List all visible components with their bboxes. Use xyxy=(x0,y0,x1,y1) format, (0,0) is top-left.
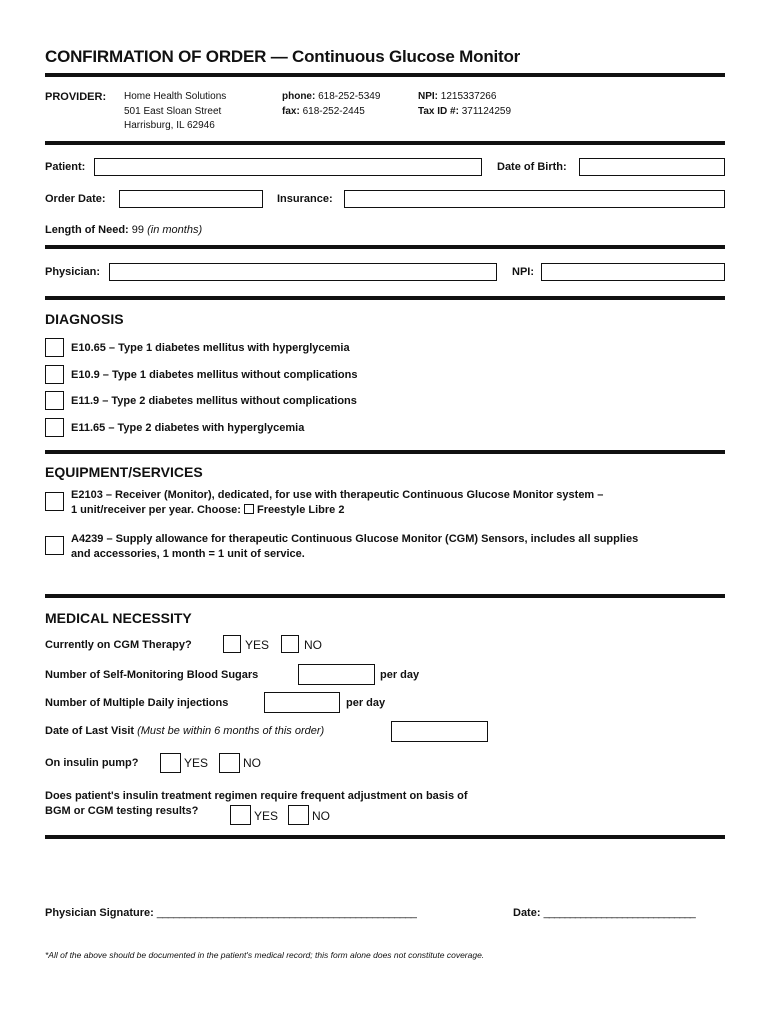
last-visit-field[interactable] xyxy=(391,721,488,742)
taxid-label: Tax ID #: xyxy=(418,105,459,117)
length-unit: (in months) xyxy=(147,224,203,236)
provider-npi-value: 1215337266 xyxy=(440,91,497,102)
cgm-no-checkbox[interactable] xyxy=(281,635,299,653)
pump-no-checkbox[interactable] xyxy=(219,753,240,773)
smbg-label: Number of Self-Monitoring Blood Sugars xyxy=(45,669,259,681)
dob-label: Date of Birth: xyxy=(497,161,567,173)
cgm-question: Currently on CGM Therapy? xyxy=(45,639,192,651)
provider-contact xyxy=(282,90,380,119)
physician-npi-label: NPI: xyxy=(512,266,534,278)
cgm-no-label: NO xyxy=(304,638,322,652)
physician-label: Physician: xyxy=(45,266,101,278)
divider xyxy=(45,450,725,454)
mdi-per-day: per day xyxy=(346,697,386,709)
mdi-label: Number of Multiple Daily injections xyxy=(45,697,229,709)
taxid-value: 371124259 xyxy=(461,105,512,117)
divider xyxy=(45,245,725,249)
page-title: CONFIRMATION OF ORDER — Continuous Glucose Monitor xyxy=(45,47,521,66)
regimen-question-line1: Does patient's insulin treatment regimen require frequent adjustment on basis of xyxy=(45,790,468,802)
insurance-field[interactable] xyxy=(344,190,725,208)
pump-yes-label: YES xyxy=(184,756,209,770)
cgm-yes-checkbox[interactable] xyxy=(223,635,241,653)
divider xyxy=(45,835,725,839)
patient-field[interactable] xyxy=(94,158,482,176)
signature-date-line[interactable]: _____________________________ xyxy=(543,907,695,919)
diagnosis-checkbox-e119[interactable] xyxy=(45,391,64,410)
equipment-a4239-line2: and accessories, 1 month = 1 unit of service. xyxy=(71,548,305,560)
fax-label: fax: xyxy=(282,105,300,117)
order-date-label: Order Date: xyxy=(45,193,106,205)
provider-city: Harrisburg, IL 62946 xyxy=(124,120,215,131)
provider-label: PROVIDER: xyxy=(45,91,107,103)
physician-npi-field[interactable] xyxy=(541,263,725,281)
pump-no-label: NO xyxy=(243,756,261,770)
physician-signature-line[interactable]: _______________________________________________ xyxy=(156,907,417,919)
patient-label: Patient: xyxy=(45,161,86,173)
physician-field[interactable] xyxy=(109,263,497,281)
freestyle-libre-label: Freestyle Libre 2 xyxy=(257,504,345,516)
provider-name: Home Health Solutions xyxy=(124,91,227,102)
diagnosis-heading: DIAGNOSIS xyxy=(45,311,124,327)
divider xyxy=(45,296,725,300)
insurance-label: Insurance: xyxy=(277,193,333,205)
regimen-yes-label: YES xyxy=(254,809,279,823)
footnote: *All of the above should be documented in the patient's medical record; this form alone does not constitute coverage. xyxy=(45,950,485,960)
regimen-question-line2: BGM or CGM testing results? xyxy=(45,805,199,817)
last-visit-note: (Must be within 6 months of this order) xyxy=(137,725,325,737)
equipment-option-a4239 xyxy=(71,532,638,562)
provider-street: 501 East Sloan Street xyxy=(124,105,222,117)
regimen-yes-checkbox[interactable] xyxy=(230,805,251,825)
dob-field[interactable] xyxy=(579,158,725,176)
divider xyxy=(45,594,725,598)
provider-address xyxy=(124,90,226,134)
regimen-no-label: NO xyxy=(312,809,330,823)
length-value: 99 xyxy=(131,224,145,236)
equipment-option-e2103 xyxy=(71,488,603,518)
physician-signature-label: Physician Signature: xyxy=(45,907,154,919)
diagnosis-checkbox-e1065[interactable] xyxy=(45,338,64,357)
diagnosis-option: E10.65 – Type 1 diabetes mellitus with hyperglycemia xyxy=(71,342,350,354)
signature-date-label: Date: xyxy=(513,907,541,919)
pump-question: On insulin pump? xyxy=(45,757,139,769)
regimen-no-checkbox[interactable] xyxy=(288,805,309,825)
length-of-need xyxy=(45,224,202,236)
phone-value: 618-252-5349 xyxy=(318,91,381,102)
signature-date xyxy=(513,907,695,919)
equipment-e2103-line2: 1 unit/receiver per year. Choose: xyxy=(71,504,241,516)
provider-ids xyxy=(418,90,511,119)
diagnosis-option: E11.9 – Type 2 diabetes mellitus without complications xyxy=(71,395,357,407)
fax-value: 618-252-2445 xyxy=(302,105,365,117)
smbg-field[interactable] xyxy=(298,664,375,685)
freestyle-libre-checkbox[interactable] xyxy=(244,504,254,514)
equipment-checkbox-a4239[interactable] xyxy=(45,536,64,555)
diagnosis-checkbox-e109[interactable] xyxy=(45,365,64,384)
equipment-checkbox-e2103[interactable] xyxy=(45,492,64,511)
necessity-heading: MEDICAL NECESSITY xyxy=(45,610,192,626)
mdi-field[interactable] xyxy=(264,692,340,713)
divider xyxy=(45,73,725,77)
last-visit xyxy=(45,725,324,737)
order-date-field[interactable] xyxy=(119,190,263,208)
pump-yes-checkbox[interactable] xyxy=(160,753,181,773)
equipment-e2103-line1: E2103 – Receiver (Monitor), dedicated, for use with therapeutic Continuous Glucose Monitor system – xyxy=(71,489,604,501)
diagnosis-option: E11.65 – Type 2 diabetes with hyperglycemia xyxy=(71,422,305,434)
phone-label: phone: xyxy=(282,91,316,102)
divider xyxy=(45,141,725,145)
provider-npi-label: NPI: xyxy=(418,91,438,102)
cgm-yes-label: YES xyxy=(245,638,270,652)
diagnosis-checkbox-e1165[interactable] xyxy=(45,418,64,437)
smbg-per-day: per day xyxy=(380,669,420,681)
last-visit-label: Date of Last Visit xyxy=(45,725,135,737)
equipment-heading: EQUIPMENT/SERVICES xyxy=(45,464,203,480)
physician-signature xyxy=(45,907,416,919)
diagnosis-option: E10.9 – Type 1 diabetes mellitus without complications xyxy=(71,369,358,381)
equipment-a4239-line1: A4239 – Supply allowance for therapeutic Continuous Glucose Monitor (CGM) Sensors, includes all supplies xyxy=(71,533,639,545)
length-label: Length of Need: xyxy=(45,224,129,236)
